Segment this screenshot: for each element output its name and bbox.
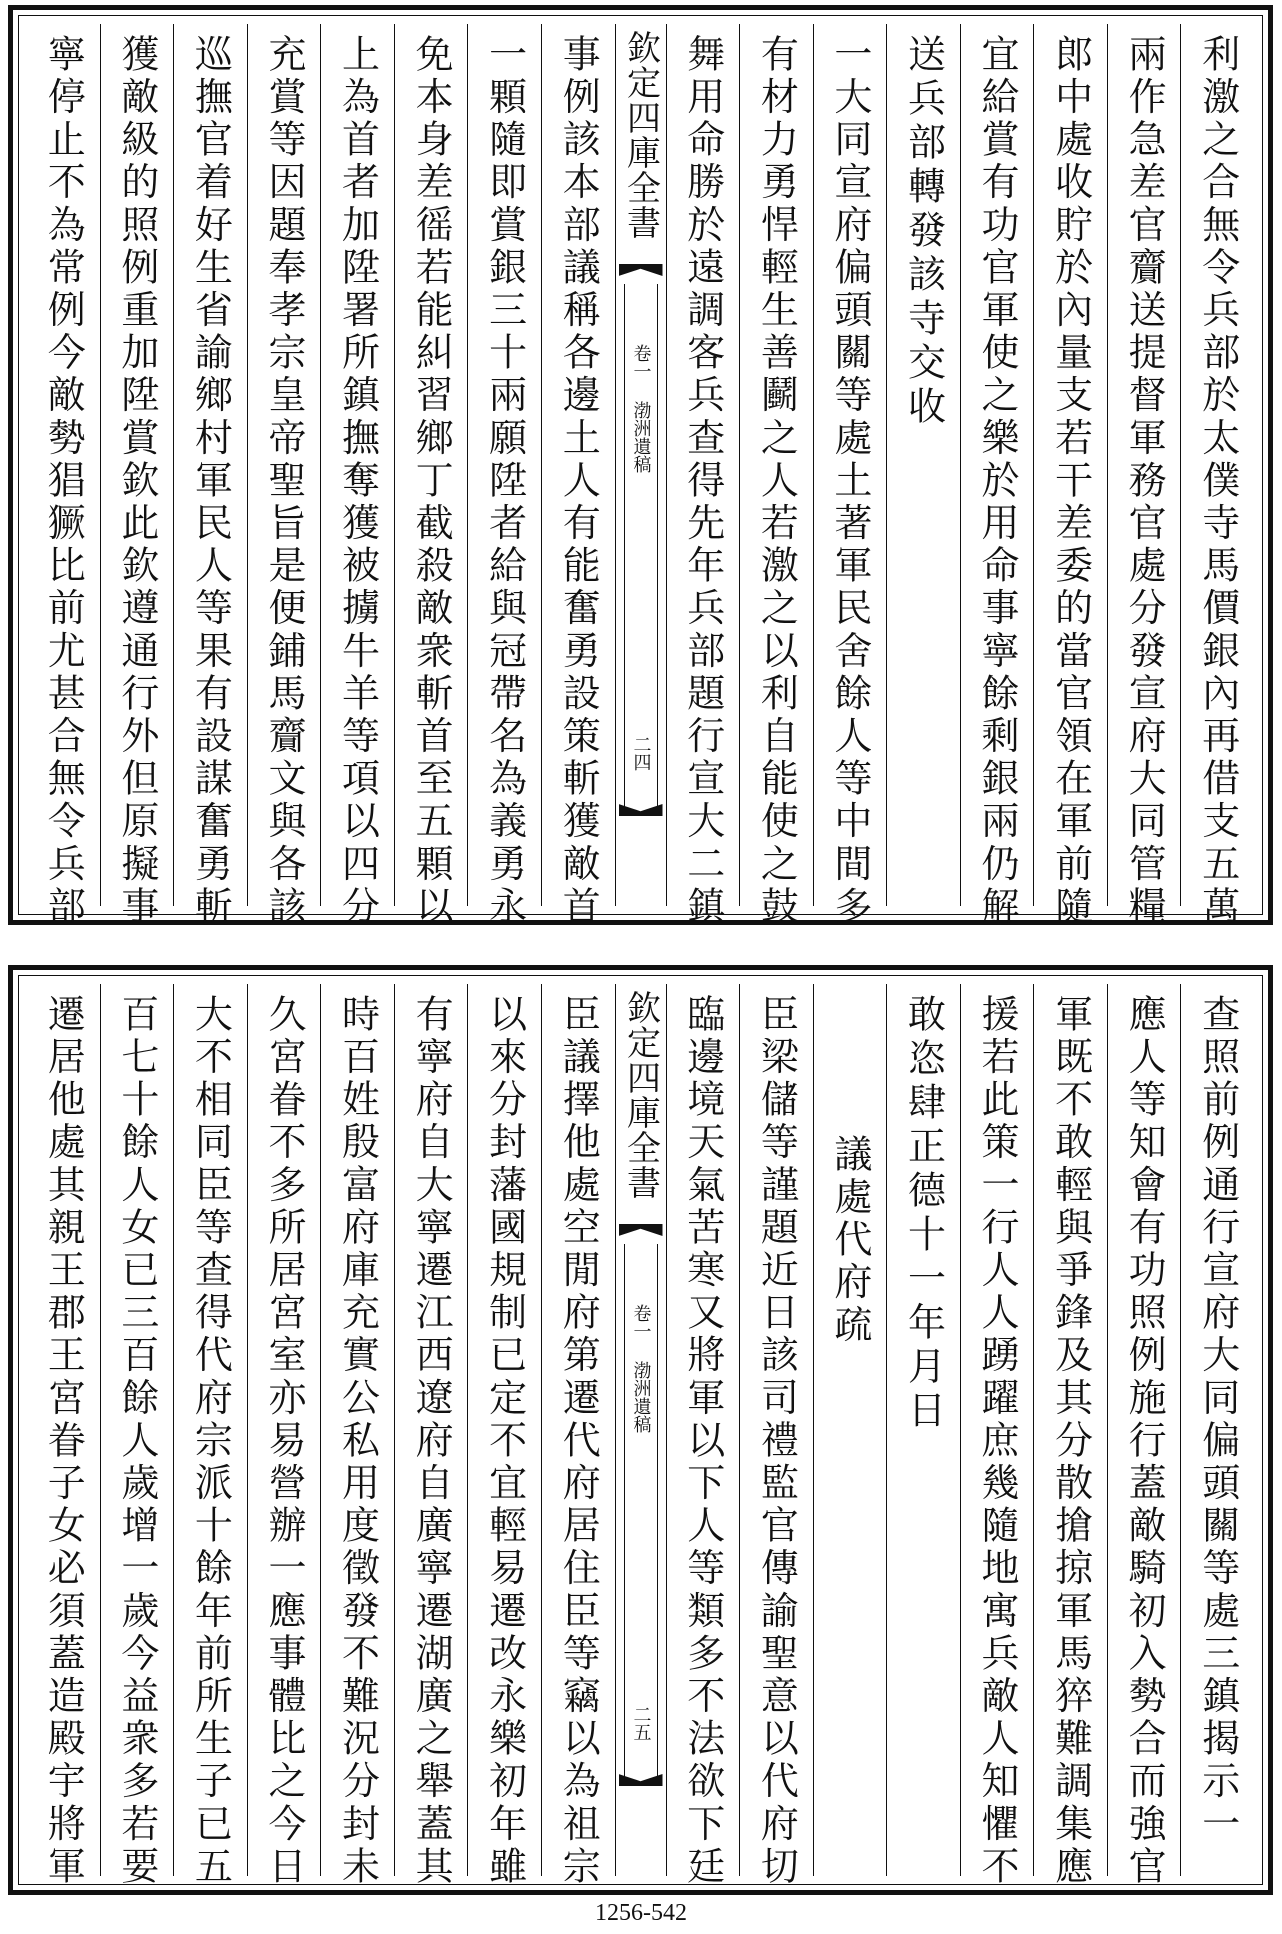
text-column: 久宮眷不多所居宮室亦易營辦一應事體比之今日 (247, 984, 321, 1876)
text-column: 上為首者加陞署所鎮撫奪獲被擄牛羊等項以四分 (320, 24, 394, 906)
volume-label: 卷一 渤洲遺稿 (630, 1304, 652, 1433)
text-column: 援若此策一行人人踴躍庶幾隨地寓兵敵人知懼不 (960, 984, 1034, 1876)
top-page (8, 5, 1273, 929)
section-title: 議處代府疏 (813, 984, 887, 1876)
text-column: 宜給賞有功官軍使之樂於用命事寧餘剩銀兩仍解 (960, 24, 1034, 906)
text-column: 一顆隨即賞銀三十兩願陞者給與冠帶名為義勇永 (467, 24, 541, 906)
center-fold (615, 24, 666, 906)
text-column: 敢恣肆正德十一年月日 (886, 984, 960, 1876)
center-fold (615, 984, 666, 1876)
text-column: 遷居他處其親王郡王宮眷子女必須蓋造殿宇將軍 (41, 994, 86, 1889)
text-column: 寧停止不為常例今敵勢猖獗比前尤甚合無令兵部 (41, 34, 86, 929)
text-column: 兩作急差官齎送提督軍務官處分發宣府大同管糧 (1107, 24, 1181, 906)
page-number: 二四 (630, 735, 652, 771)
fish-tail-mark (619, 1224, 663, 1236)
bottom-page (8, 965, 1273, 1895)
text-column: 大不相同臣等查得代府宗派十餘年前所生子已五 (173, 984, 247, 1876)
text-column: 以來分封藩國規制已定不宜輕易遷改永樂初年雖 (467, 984, 541, 1876)
text-column: 百七十餘人女已三百餘人歲增一歲今益衆多若要 (100, 984, 174, 1876)
text-column: 送兵部轉發該寺交收 (886, 24, 960, 906)
text-column: 利激之合無令兵部於太僕寺馬價銀內再借支五萬 (1180, 24, 1254, 906)
text-column: 事例該本部議稱各邊土人有能奮勇設策斬獲敵首 (541, 24, 615, 906)
volume-label: 卷一 渤洲遺稿 (630, 344, 652, 473)
fish-tail-mark (619, 264, 663, 276)
book-title: 欽定四庫全書 (620, 30, 661, 240)
text-column: 舞用命勝於遠調客兵查得先年兵部題行宣大二鎮 (666, 24, 740, 906)
catalog-number: 1256-542 (595, 1900, 687, 1926)
text-column: 有寧府自大寧遷江西遼府自廣寧遷湖廣之舉蓋其 (394, 984, 468, 1876)
page-number: 二五 (630, 1705, 652, 1741)
text-column: 郎中處收貯於內量支若干差委的當官領在軍前隨 (1033, 24, 1107, 906)
book-title: 欽定四庫全書 (620, 990, 661, 1200)
text-column: 查照前例通行宣府大同偏頭關等處三鎮揭示一 (1180, 984, 1254, 1876)
text-column: 獲敵級的照例重加陞賞欽此欽遵通行外但原擬事 (100, 24, 174, 906)
text-column: 時百姓殷富府庫充實公私用度徵發不難況分封未 (320, 984, 394, 1876)
text-column: 臨邊境天氣苦寒又將軍以下人等類多不法欲下廷 (666, 984, 740, 1876)
text-column: 軍既不敢輕與爭鋒及其分散搶掠軍馬猝難調集應 (1033, 984, 1107, 1876)
text-column: 一大同宣府偏頭關等處土著軍民舍餘人等中間多 (813, 24, 887, 906)
text-column: 臣梁儲等謹題近日該司禮監官傳諭聖意以代府切 (739, 984, 813, 1876)
text-column: 臣議擇他處空閒府第遷代府居住臣等竊以為祖宗 (541, 984, 615, 1876)
text-column: 應人等知會有功照例施行蓋敵騎初入勢合而強官 (1107, 984, 1181, 1876)
text-column: 有材力勇悍輕生善鬬之人若激之以利自能使之鼓 (739, 24, 813, 906)
text-column: 巡撫官着好生省諭鄉村軍民人等果有設謀奮勇斬 (173, 24, 247, 906)
text-column: 免本身差徭若能糾習鄉丁截殺敵衆斬首至五顆以 (394, 24, 468, 906)
text-column: 充賞等因題奉孝宗皇帝聖旨是便鋪馬齎文與各該 (247, 24, 321, 906)
